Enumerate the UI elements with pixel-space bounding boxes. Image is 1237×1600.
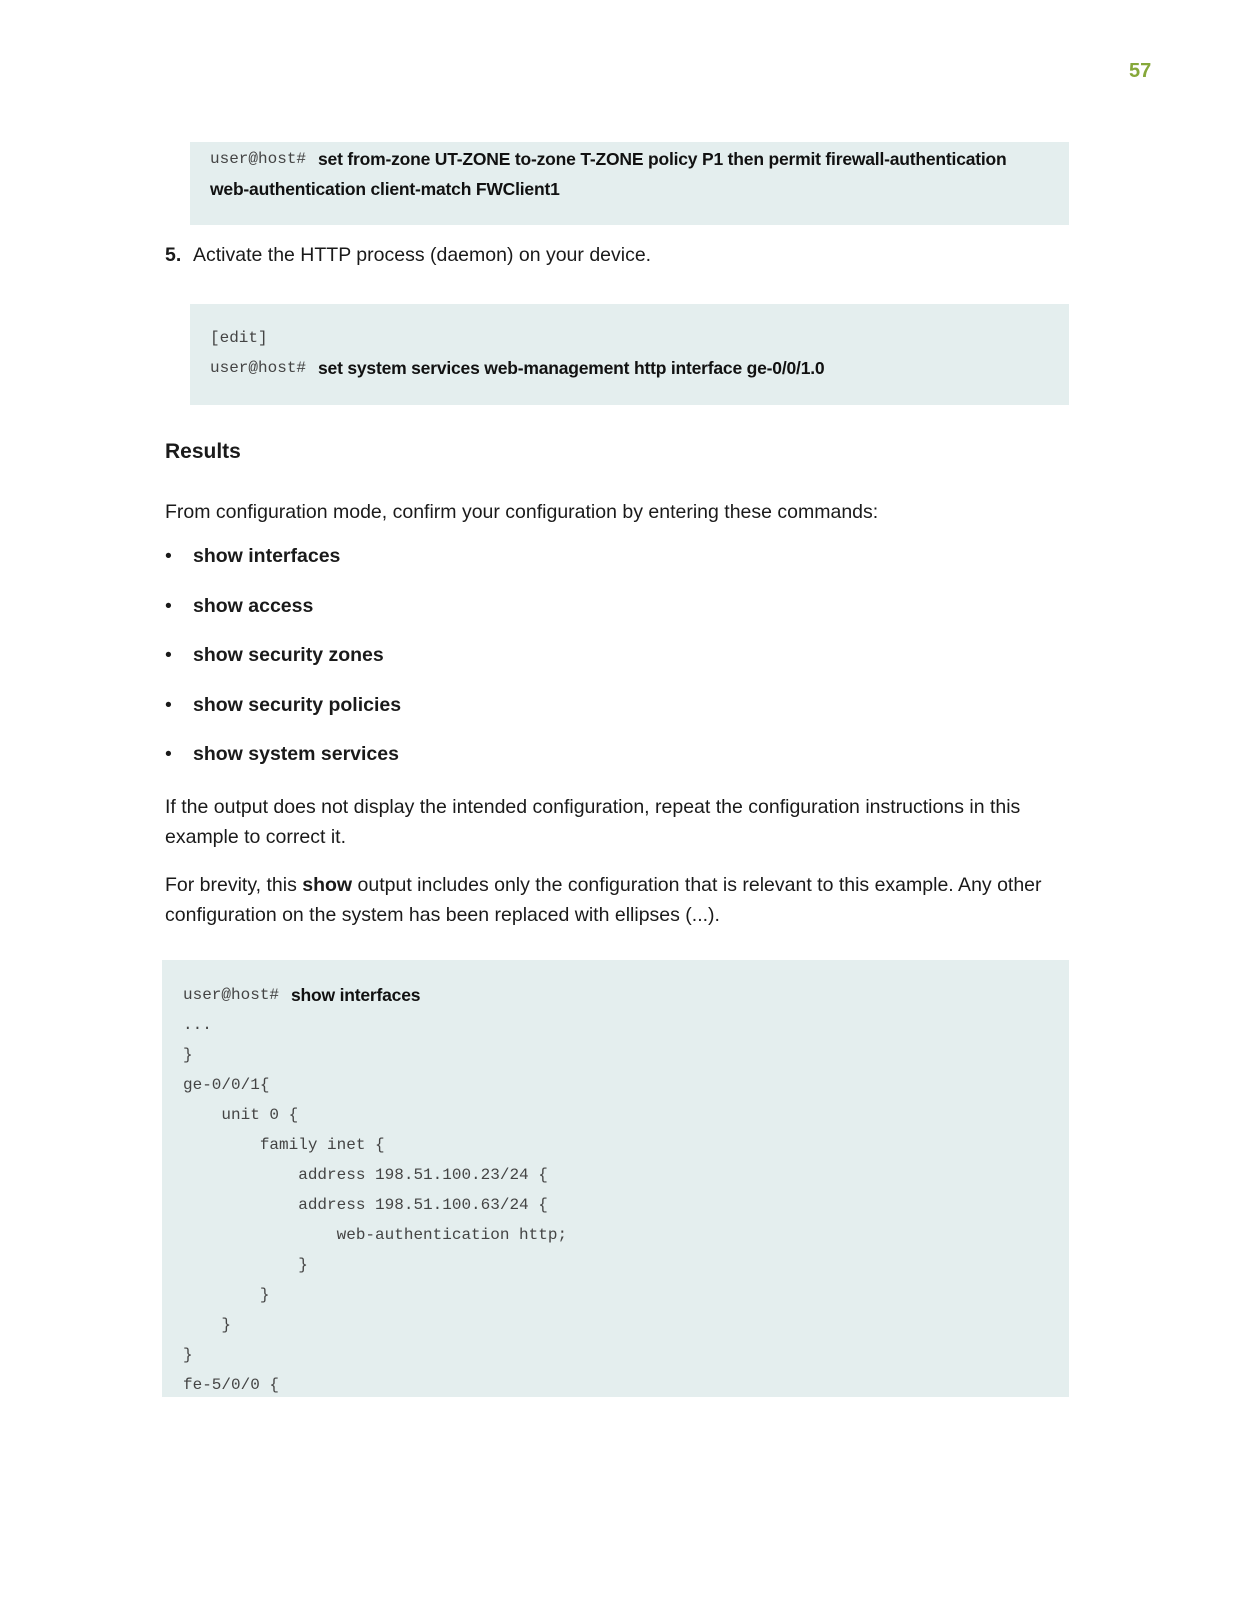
code-line xyxy=(210,144,1049,174)
code-block-http xyxy=(190,304,1069,405)
bullet-icon: • xyxy=(165,545,172,567)
step-text: Activate the HTTP process (daemon) on your device. xyxy=(193,244,652,266)
code-line xyxy=(183,1190,1048,1220)
command-name: show access xyxy=(193,594,314,617)
list-item xyxy=(165,644,401,694)
bullet-icon: • xyxy=(165,594,172,617)
cli-prompt: user@host# xyxy=(210,359,307,377)
list-item xyxy=(165,743,401,793)
output-line: } xyxy=(183,1286,270,1304)
output-line: address 198.51.100.23/24 { xyxy=(183,1166,548,1184)
code-line xyxy=(183,1250,1048,1280)
code-line xyxy=(210,353,1049,383)
output-note: If the output does not display the intended configuration, repeat the configuration instructions in this example to correct it. xyxy=(165,796,1021,848)
cli-command: set system services web-management http interface ge-0/0/1.0 xyxy=(318,357,825,378)
code-line xyxy=(183,980,1048,1010)
command-name: show system services xyxy=(193,743,399,765)
output-line: web-authentication http; xyxy=(183,1226,568,1244)
brevity-text: For brevity, this xyxy=(165,874,303,896)
results-heading: Results xyxy=(165,440,241,463)
bullet-icon: • xyxy=(165,644,172,666)
code-line xyxy=(183,1370,1048,1400)
bullet-icon: • xyxy=(165,743,172,765)
code-line xyxy=(183,1340,1048,1370)
code-block-policy xyxy=(190,142,1069,225)
results-intro: From configuration mode, confirm your configuration by entering these commands: xyxy=(165,501,879,523)
code-line xyxy=(183,1220,1048,1250)
list-item xyxy=(165,595,401,645)
cli-prompt: user@host# xyxy=(210,150,307,168)
output-line: } xyxy=(183,1346,193,1364)
bullet-icon: • xyxy=(165,693,172,716)
code-line xyxy=(183,1130,1048,1160)
output-line: fe-5/0/0 { xyxy=(183,1376,280,1394)
brevity-note xyxy=(165,870,1065,930)
code-line xyxy=(183,1100,1048,1130)
command-name: show security policies xyxy=(193,693,402,716)
code-line xyxy=(210,323,1049,353)
step-5 xyxy=(165,244,651,267)
cli-prompt: user@host# xyxy=(183,986,280,1004)
cli-command: set from-zone UT-ZONE to-zone T-ZONE policy P1 then permit firewall-authentication xyxy=(318,148,1007,169)
code-line xyxy=(183,1280,1048,1310)
output-line: } xyxy=(183,1316,232,1334)
code-line xyxy=(183,1310,1048,1340)
code-line xyxy=(183,1040,1048,1070)
cli-command-continued: web-authentication client-match FWClient1 xyxy=(210,178,560,199)
output-line: ... xyxy=(183,1016,212,1034)
code-line xyxy=(183,1160,1048,1190)
code-line xyxy=(183,1070,1048,1100)
show-keyword: show xyxy=(302,874,353,896)
output-line: } xyxy=(183,1046,193,1064)
output-line: family inet { xyxy=(183,1136,385,1154)
output-line: unit 0 { xyxy=(183,1106,299,1124)
code-line xyxy=(210,174,1049,204)
page-number: 57 xyxy=(1129,60,1152,82)
cli-edit-context: [edit] xyxy=(210,329,268,347)
step-number: 5. xyxy=(165,244,182,266)
output-line: } xyxy=(183,1256,308,1274)
cli-command: show interfaces xyxy=(291,984,421,1005)
output-line: address 198.51.100.63/24 { xyxy=(183,1196,548,1214)
code-block-show-interfaces xyxy=(162,960,1069,1397)
command-name: show security zones xyxy=(193,644,384,666)
list-item xyxy=(165,545,401,595)
output-line: ge-0/0/1{ xyxy=(183,1076,270,1094)
list-item xyxy=(165,694,401,744)
command-list xyxy=(165,545,401,793)
brevity-text: output includes only the configuration that is relevant to this example. Any other configuration on the system has been replaced with ellipses (...). xyxy=(165,874,1042,926)
code-line xyxy=(183,1010,1048,1040)
command-name: show interfaces xyxy=(193,545,341,567)
